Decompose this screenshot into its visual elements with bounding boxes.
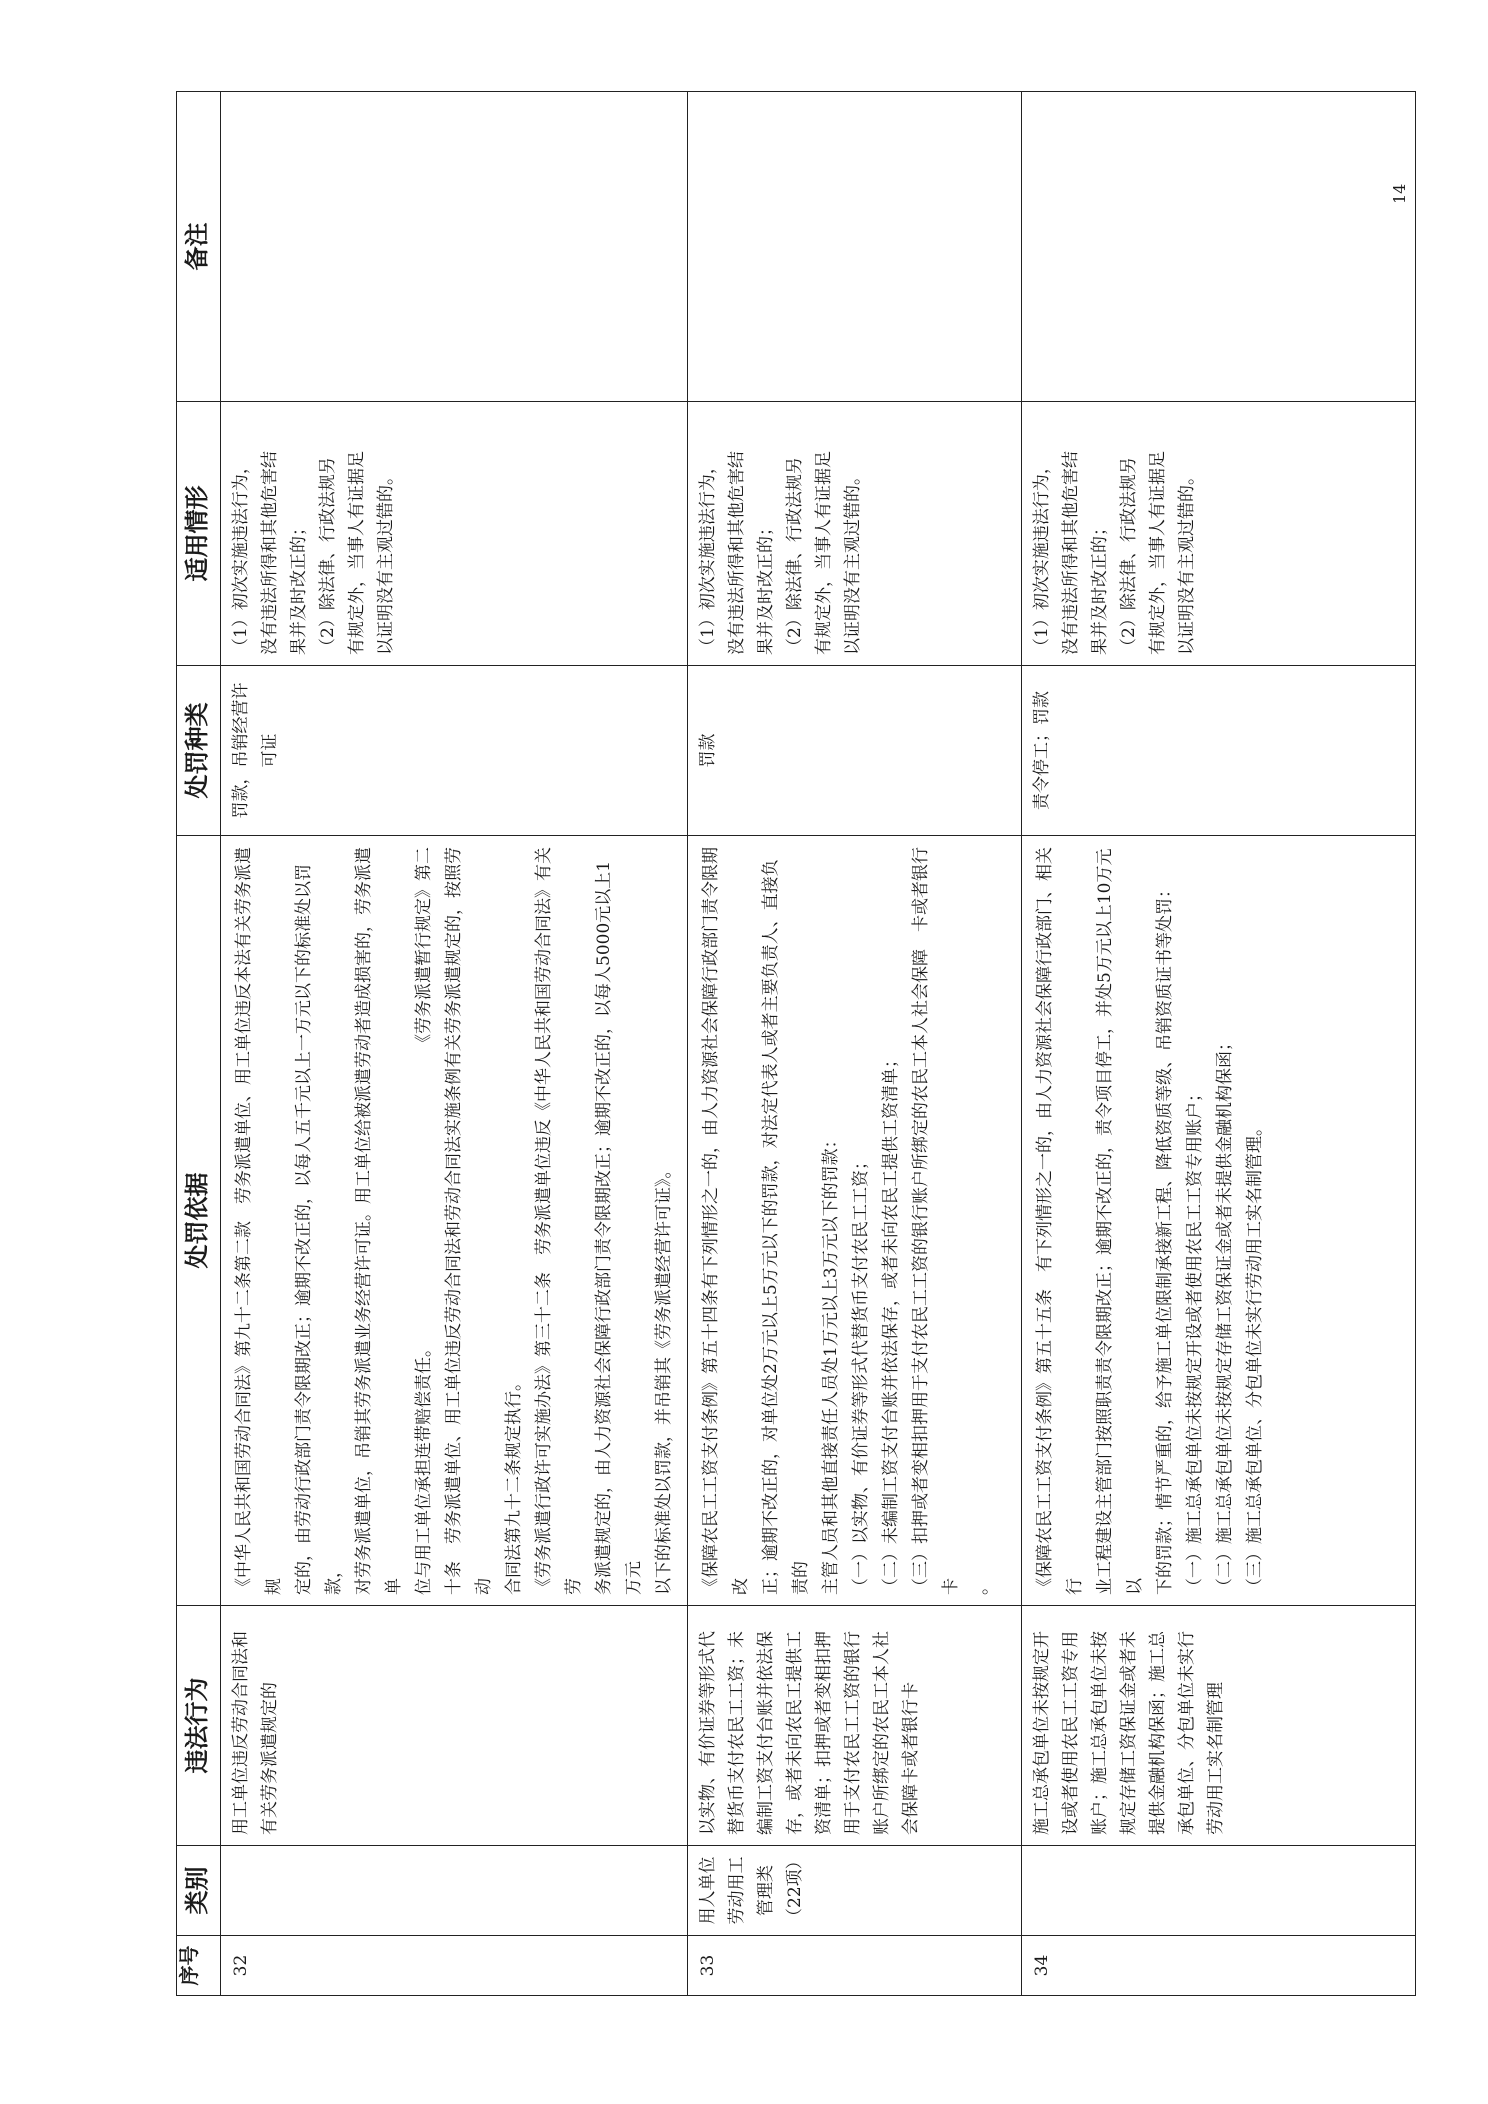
row-violation: 用工单位违反劳动合同法和有关劳务派遣规定的 <box>221 1606 688 1846</box>
basis-line: （一）施工总承包单位未按规定开设或者使用农民工工资专用账户； <box>1185 1085 1205 1595</box>
row-penalty-type: 责令停工；罚款 <box>1022 666 1416 836</box>
basis-line: （三）施工总承包单位、分包单位未实行劳动用工实名制管理。 <box>1245 1119 1265 1595</box>
applicable-line: （1）初次实施违法行为， <box>698 457 718 655</box>
row-category <box>221 1846 688 1936</box>
table-row <box>221 92 688 1996</box>
header-seq: 序号 <box>177 1936 221 1996</box>
applicable-line: 果并及时改正的； <box>756 519 776 655</box>
applicable-line: 果并及时改正的； <box>289 519 309 655</box>
basis-line: （一）以实物、有价证券等形式代替货币支付农民工工资； <box>851 1153 871 1595</box>
basis-line: 主管人员和其他直接责任人员处1万元以上3万元以下的罚款： <box>821 1131 841 1595</box>
row-number: 32 <box>221 1936 688 1996</box>
row-remarks <box>688 92 1022 402</box>
header-basis: 处罚依据 <box>177 836 221 1606</box>
basis-line: 务派遣规定的，由人力资源社会保障行政部门责令限期改正；逾期不改正的，以每人5000元以上1万元 <box>594 860 644 1595</box>
page-number: 14 <box>1390 183 1409 204</box>
header-penalty-type: 处罚种类 <box>177 666 221 836</box>
header-category: 类别 <box>177 1846 221 1936</box>
header-row <box>177 92 221 1996</box>
basis-line: 合同法第九十二条规定执行。 <box>504 1374 524 1595</box>
applicable-line: （2）除法律、行政法规另 <box>318 457 338 655</box>
applicable-line: 果并及时改正的； <box>1090 519 1110 655</box>
row-basis <box>688 836 1022 1606</box>
basis-line: 业工程建设主管部门按照职责责令限期改正；逾期不改正的，责令项目停工，并处5万元以上10万元以 <box>1095 848 1145 1595</box>
applicable-line: （2）除法律、行政法规另 <box>1119 457 1139 655</box>
basis-line: 下的罚款；情节严重的，给予施工单位限制承接新工程、降低资质等级、吊销资质证书等处罚： <box>1155 881 1175 1595</box>
basis-line: （二）未编制工资支付台账并依法保存，或者未向农民工提供工资清单； <box>881 1051 901 1595</box>
applicable-line: （2）除法律、行政法规另 <box>785 457 805 655</box>
applicable-line: 以证明没有主观过错的。 <box>1177 468 1197 655</box>
basis-line: 《中华人民共和国劳动合同法》第九十二条第二款 劳务派遣单位、用工单位违反本法有关劳务派遣规 <box>234 847 284 1595</box>
basis-line: 定的，由劳动行政部门责令限期改正；逾期不改正的，以每人五千元以上一万元以下的标准处以罚款， <box>294 864 344 1595</box>
header-violation: 违法行为 <box>177 1606 221 1846</box>
basis-line: 。 <box>971 1578 991 1595</box>
applicable-line: 有规定外，当事人有证据足 <box>1148 451 1168 655</box>
header-applicable: 适用情形 <box>177 402 221 666</box>
row-category: 用人单位劳动用工管理类（22项） <box>688 1846 1022 1936</box>
table-row <box>1022 92 1416 1996</box>
row-category <box>1022 1846 1416 1936</box>
basis-line: （三）扣押或者变相扣押用于支付农民工工资的银行账户所绑定的农民工本人社会保障 卡或者银行卡 <box>911 847 961 1595</box>
basis-line: 对劳务派遣单位，吊销其劳务派遣业务经营许可证。用工单位给被派遣劳动者造成损害的，劳务派遣单 <box>354 847 404 1595</box>
basis-line: 《保障农民工工资支付条例》第五十五条 有下列情形之一的，由人力资源社会保障行政部门、相关行 <box>1035 847 1085 1595</box>
row-applicable <box>688 402 1022 666</box>
applicable-line: 没有违法所得和其他危害结 <box>727 451 747 655</box>
row-remarks <box>221 92 688 402</box>
basis-line: 以下的标准处以罚款，并吊销其《劳务派遣经营许可证》。 <box>654 1161 674 1595</box>
basis-line: 位与用工单位承担连带赔偿责任。 《劳务派遣暂行规定》第二 <box>414 847 434 1595</box>
row-penalty-type: 罚款 <box>688 666 1022 836</box>
applicable-line: 有规定外，当事人有证据足 <box>347 451 367 655</box>
row-applicable <box>1022 402 1416 666</box>
table-row <box>688 92 1022 1996</box>
row-basis <box>1022 836 1416 1606</box>
header-remarks: 备注 <box>177 92 221 402</box>
row-basis <box>221 836 688 1606</box>
row-number: 33 <box>688 1936 1022 1996</box>
applicable-line: 有规定外，当事人有证据足 <box>814 451 834 655</box>
basis-line: （二）施工总承包单位未按规定存储工资保证金或者未提供金融机构保函； <box>1215 1034 1235 1595</box>
row-penalty-type: 罚款，吊销经营许可证 <box>221 666 688 836</box>
applicable-line: 以证明没有主观过错的。 <box>843 468 863 655</box>
applicable-line: （1）初次实施违法行为， <box>1032 457 1052 655</box>
applicable-line: 以证明没有主观过错的。 <box>376 468 396 655</box>
applicable-line: （1）初次实施违法行为， <box>231 457 251 655</box>
row-number: 34 <box>1022 1936 1416 1996</box>
row-remarks <box>1022 92 1416 402</box>
row-violation: 施工总承包单位未按规定开设或者使用农民工工资专用账户；施工总承包单位未按规定存储工资保证金或者未提供金融机构保函；施工总承包单位、分包单位未实行劳动用工实名制管理 <box>1022 1606 1416 1846</box>
basis-line: 正；逾期不改正的，对单位处2万元以上5万元以下的罚款，对法定代表人或者主要负责人、直接负责的 <box>761 859 811 1595</box>
penalty-table <box>176 91 1416 1996</box>
applicable-line: 没有违法所得和其他危害结 <box>1061 451 1081 655</box>
row-applicable <box>221 402 688 666</box>
basis-line: 《保障农民工工资支付条例》第五十四条有下列情形之一的，由人力资源社会保障行政部门责令限期改 <box>701 847 751 1595</box>
basis-line: 《劳务派遣行政许可实施办法》第三十二条 劳务派遣单位违反《中华人民共和国劳动合同法》有关劳 <box>534 847 584 1595</box>
applicable-line: 没有违法所得和其他危害结 <box>260 451 280 655</box>
basis-line: 十条 劳务派遣单位、用工单位违反劳动合同法和劳动合同法实施条例有关劳务派遣规定的，按照劳动 <box>444 847 494 1595</box>
row-violation: 以实物、有价证券等形式代替货币支付农民工工资；未编制工资支付台账并依法保存，或者未向农民工提供工资清单；扣押或者变相扣押用于支付农民工工资的银行账户所绑定的农民工本人社会保障卡或者银行卡 <box>688 1606 1022 1846</box>
